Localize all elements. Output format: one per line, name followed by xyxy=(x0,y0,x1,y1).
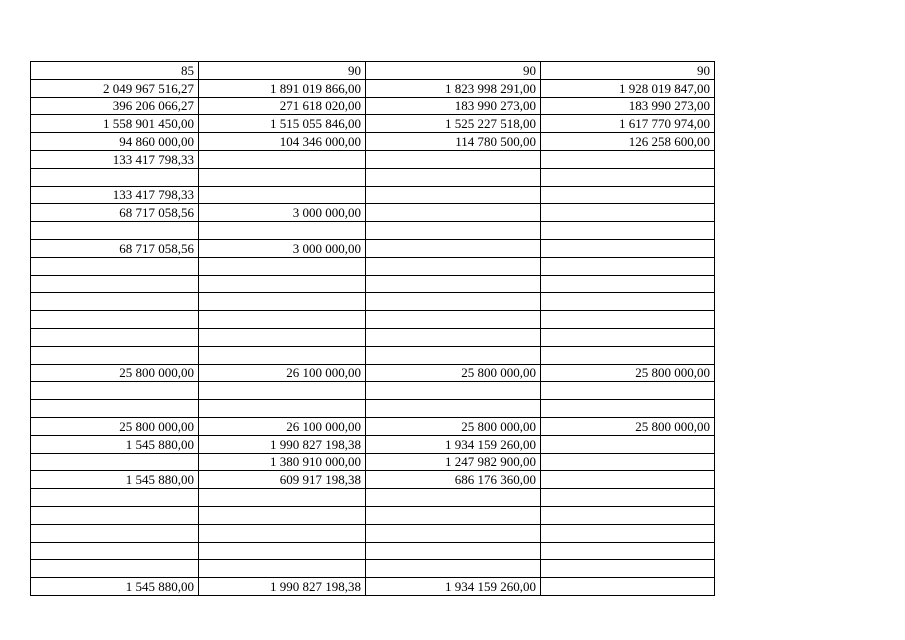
table-cell xyxy=(366,346,541,364)
table-cell: 686 176 360,00 xyxy=(366,471,541,489)
table-cell xyxy=(541,435,715,453)
table-cell xyxy=(366,560,541,578)
table-row xyxy=(31,328,715,346)
table-cell xyxy=(199,346,366,364)
table-cell xyxy=(31,382,199,400)
table-cell: 1 545 880,00 xyxy=(31,578,199,596)
table-cell xyxy=(366,489,541,507)
table-cell: 133 417 798,33 xyxy=(31,150,199,168)
table-cell xyxy=(199,382,366,400)
table-row xyxy=(31,222,715,240)
table-cell xyxy=(366,222,541,240)
table-row xyxy=(31,453,715,471)
table-row xyxy=(31,400,715,418)
table-cell xyxy=(199,542,366,560)
table-cell xyxy=(31,293,199,311)
table-cell xyxy=(199,400,366,418)
table-cell: 3 000 000,00 xyxy=(199,239,366,257)
table-cell xyxy=(199,257,366,275)
table-cell xyxy=(366,257,541,275)
table-cell: 1 380 910 000,00 xyxy=(199,453,366,471)
table-cell: 1 891 019 866,00 xyxy=(199,79,366,97)
table-cell: 90 xyxy=(366,62,541,80)
table-cell xyxy=(366,293,541,311)
table-cell xyxy=(541,346,715,364)
table-cell xyxy=(31,489,199,507)
table-row xyxy=(31,186,715,204)
table-cell xyxy=(199,168,366,186)
table-cell xyxy=(541,311,715,329)
table-cell: 1 545 880,00 xyxy=(31,435,199,453)
table-cell xyxy=(541,168,715,186)
table-cell: 25 800 000,00 xyxy=(31,417,199,435)
table-cell xyxy=(199,489,366,507)
table-row xyxy=(31,578,715,596)
table-cell: 1 545 880,00 xyxy=(31,471,199,489)
table-cell xyxy=(366,328,541,346)
table-cell xyxy=(366,382,541,400)
table-cell: 1 990 827 198,38 xyxy=(199,578,366,596)
table-row xyxy=(31,150,715,168)
table-cell xyxy=(541,506,715,524)
table-cell: 1 928 019 847,00 xyxy=(541,79,715,97)
table-cell xyxy=(541,204,715,222)
table-cell xyxy=(541,560,715,578)
table-row xyxy=(31,560,715,578)
table-cell: 1 558 901 450,00 xyxy=(31,115,199,133)
table-cell xyxy=(541,400,715,418)
table-row xyxy=(31,524,715,542)
table-cell xyxy=(199,328,366,346)
table-cell xyxy=(541,471,715,489)
table-cell xyxy=(199,506,366,524)
table-row xyxy=(31,275,715,293)
table-cell: 25 800 000,00 xyxy=(366,364,541,382)
table-cell: 68 717 058,56 xyxy=(31,239,199,257)
table-cell: 1 934 159 260,00 xyxy=(366,578,541,596)
table-cell: 126 258 600,00 xyxy=(541,133,715,151)
table-cell xyxy=(366,239,541,257)
table-cell xyxy=(199,311,366,329)
table-cell xyxy=(541,293,715,311)
table-cell xyxy=(366,150,541,168)
table-row xyxy=(31,489,715,507)
table-cell: 183 990 273,00 xyxy=(366,97,541,115)
table-cell: 1 247 982 900,00 xyxy=(366,453,541,471)
table-cell: 271 618 020,00 xyxy=(199,97,366,115)
table-cell xyxy=(366,542,541,560)
table-row xyxy=(31,62,715,80)
table-cell: 396 206 066,27 xyxy=(31,97,199,115)
table-cell xyxy=(199,186,366,204)
table-row xyxy=(31,257,715,275)
table-cell xyxy=(541,275,715,293)
table-cell xyxy=(541,328,715,346)
table-cell xyxy=(199,222,366,240)
table-cell: 1 515 055 846,00 xyxy=(199,115,366,133)
table-cell: 26 100 000,00 xyxy=(199,364,366,382)
table-cell xyxy=(366,524,541,542)
table-row xyxy=(31,506,715,524)
table-cell: 1 525 227 518,00 xyxy=(366,115,541,133)
table-cell xyxy=(199,150,366,168)
table-row xyxy=(31,417,715,435)
table-cell xyxy=(31,346,199,364)
table-row xyxy=(31,133,715,151)
table-cell xyxy=(31,222,199,240)
table-cell: 1 934 159 260,00 xyxy=(366,435,541,453)
table-row xyxy=(31,168,715,186)
table-cell xyxy=(199,275,366,293)
table-cell xyxy=(31,506,199,524)
table-cell: 25 800 000,00 xyxy=(31,364,199,382)
table-cell xyxy=(31,168,199,186)
table-row xyxy=(31,293,715,311)
table-cell xyxy=(541,150,715,168)
table-cell xyxy=(199,560,366,578)
table-cell: 85 xyxy=(31,62,199,80)
table-row xyxy=(31,435,715,453)
table-row xyxy=(31,239,715,257)
table-cell xyxy=(31,257,199,275)
table-row xyxy=(31,97,715,115)
table-cell: 2 049 967 516,27 xyxy=(31,79,199,97)
table-cell xyxy=(31,400,199,418)
table-cell: 114 780 500,00 xyxy=(366,133,541,151)
table-cell xyxy=(366,204,541,222)
table-cell xyxy=(541,542,715,560)
table-cell xyxy=(366,506,541,524)
table-cell: 26 100 000,00 xyxy=(199,417,366,435)
table-cell xyxy=(199,293,366,311)
table-body xyxy=(31,62,715,596)
table-cell xyxy=(541,453,715,471)
table-row xyxy=(31,204,715,222)
table-row xyxy=(31,346,715,364)
table-cell: 25 800 000,00 xyxy=(541,364,715,382)
table-row xyxy=(31,542,715,560)
table-cell xyxy=(541,186,715,204)
table-cell xyxy=(541,239,715,257)
table-cell xyxy=(541,578,715,596)
table-cell xyxy=(31,524,199,542)
table-row xyxy=(31,79,715,97)
table-cell: 1 823 998 291,00 xyxy=(366,79,541,97)
table-cell xyxy=(31,453,199,471)
table-cell xyxy=(366,186,541,204)
table-cell: 133 417 798,33 xyxy=(31,186,199,204)
table-cell xyxy=(366,275,541,293)
table-cell: 1 617 770 974,00 xyxy=(541,115,715,133)
table-cell xyxy=(199,524,366,542)
table-cell: 609 917 198,38 xyxy=(199,471,366,489)
table-cell: 3 000 000,00 xyxy=(199,204,366,222)
table-cell xyxy=(366,311,541,329)
table-cell xyxy=(541,382,715,400)
table-cell xyxy=(31,311,199,329)
table-cell: 25 800 000,00 xyxy=(541,417,715,435)
data-table xyxy=(30,61,715,596)
table-cell: 25 800 000,00 xyxy=(366,417,541,435)
table-cell: 183 990 273,00 xyxy=(541,97,715,115)
table-cell xyxy=(31,560,199,578)
table-row xyxy=(31,311,715,329)
table-cell xyxy=(31,275,199,293)
table-cell xyxy=(366,168,541,186)
table-cell xyxy=(541,524,715,542)
table-row xyxy=(31,471,715,489)
table-cell xyxy=(541,222,715,240)
table-cell xyxy=(366,400,541,418)
table-cell: 94 860 000,00 xyxy=(31,133,199,151)
table-cell xyxy=(31,542,199,560)
table-row xyxy=(31,364,715,382)
table-cell xyxy=(31,328,199,346)
table-cell: 90 xyxy=(541,62,715,80)
table-cell: 1 990 827 198,38 xyxy=(199,435,366,453)
table-cell xyxy=(541,489,715,507)
table-cell: 90 xyxy=(199,62,366,80)
table-cell: 104 346 000,00 xyxy=(199,133,366,151)
table-row xyxy=(31,382,715,400)
table-cell xyxy=(541,257,715,275)
table-cell: 68 717 058,56 xyxy=(31,204,199,222)
table-row xyxy=(31,115,715,133)
